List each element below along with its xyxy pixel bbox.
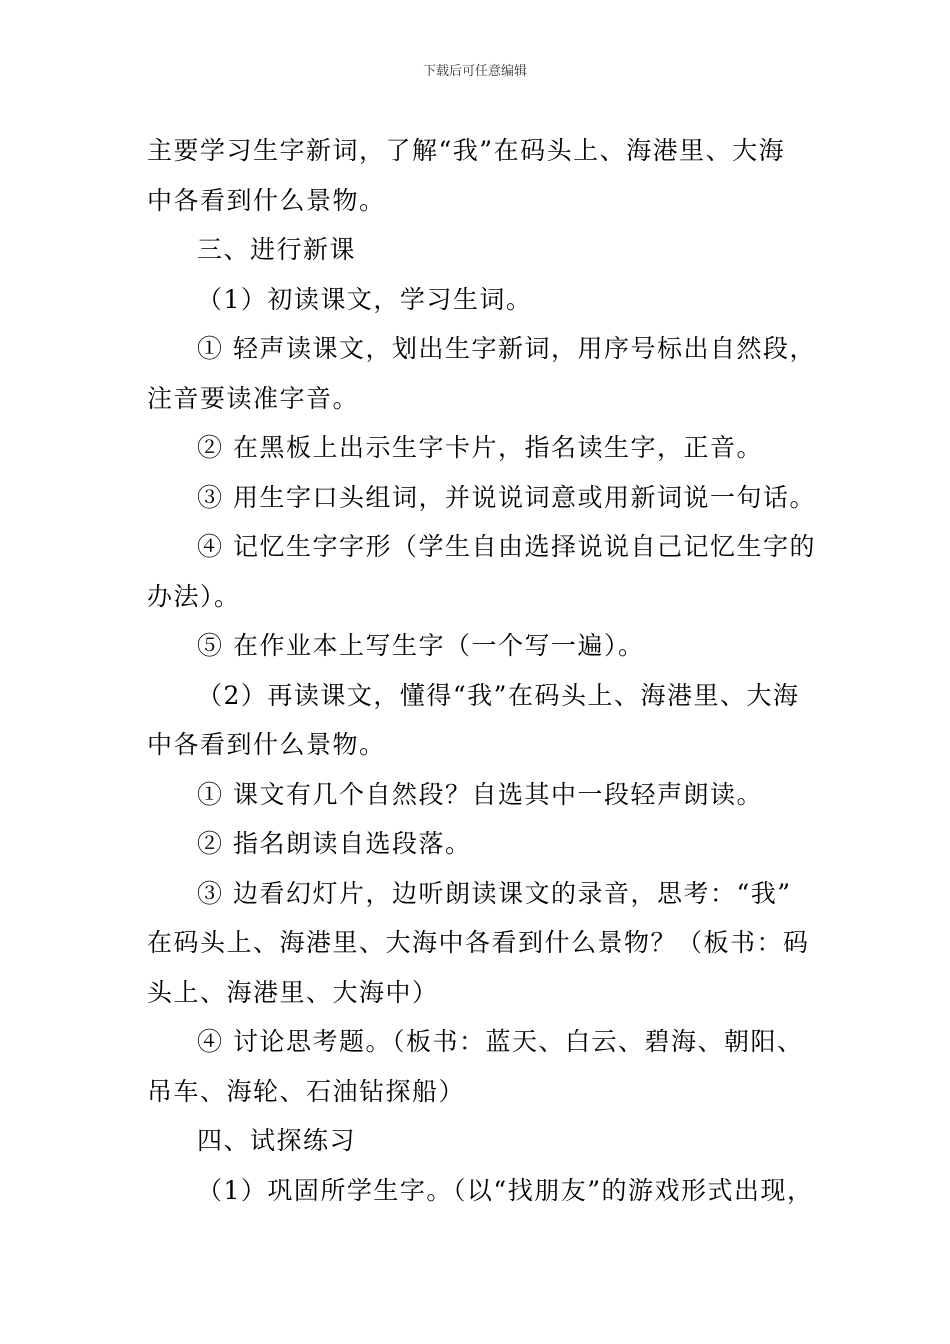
paragraph-line: （2）再读课文，懂得“我”在码头上、海港里、大海 xyxy=(197,680,800,710)
paragraph xyxy=(147,770,817,820)
paragraph-line: ② 指名朗读自选段落。 xyxy=(197,829,472,858)
paragraph-line: ④ 记忆生字字形（学生自由选择说说自己记忆生字的 xyxy=(197,532,816,561)
paragraph-line: 注音要读准字音。 xyxy=(147,383,360,413)
paragraph xyxy=(147,423,817,473)
paragraph xyxy=(147,473,817,523)
paragraph xyxy=(147,275,817,325)
document-body xyxy=(147,126,817,1215)
paragraph xyxy=(147,324,817,423)
paragraph-line: （1）初读课文，学习生词。 xyxy=(197,284,533,314)
paragraph-line: ⑤ 在作业本上写生字（一个写一遍）。 xyxy=(197,631,645,660)
paragraph xyxy=(147,1166,817,1216)
paragraph-line: ① 课文有几个自然段？自选其中一段轻声朗读。 xyxy=(197,779,763,809)
paragraph-line: 四、试探练习 xyxy=(197,1126,357,1155)
paragraph xyxy=(147,225,817,275)
paragraph-line: ④ 讨论思考题。（板书：蓝天、白云、碧海、朝阳、 xyxy=(197,1027,804,1056)
paragraph-line: （1）巩固所学生字。（以“找朋友”的游戏形式出现， xyxy=(197,1175,814,1205)
paragraph-line: 吊车、海轮、石油钻探船） xyxy=(147,1076,466,1106)
paragraph-line: 三、进行新课 xyxy=(197,235,357,264)
paragraph-line: 办法）。 xyxy=(147,581,241,611)
paragraph xyxy=(147,621,817,671)
paragraph xyxy=(147,819,817,869)
paragraph xyxy=(147,1017,817,1116)
paragraph-line: 中各看到什么景物。 xyxy=(147,185,386,215)
paragraph xyxy=(147,126,817,225)
paragraph-line: ② 在黑板上出示生字卡片，指名读生字，正音。 xyxy=(197,433,763,462)
paragraph xyxy=(147,671,817,770)
paragraph xyxy=(147,869,817,1018)
paragraph-line: 主要学习生字新词，了解“我”在码头上、海港里、大海 xyxy=(147,136,786,165)
page-header: 下载后可任意编辑 xyxy=(422,64,527,79)
paragraph-line: 头上、海港里、大海中） xyxy=(147,977,439,1007)
paragraph-line: ① 轻声读课文，划出生字新词，用序号标出自然段， xyxy=(197,334,816,363)
paragraph xyxy=(147,1116,817,1166)
paragraph-line: 在码头上、海港里、大海中各看到什么景物？（板书：码 xyxy=(147,928,810,957)
paragraph-line: ③ 用生字口头组词，并说说词意或用新词说一句话。 xyxy=(197,482,816,512)
paragraph-line: 中各看到什么景物。 xyxy=(147,730,386,759)
paragraph xyxy=(147,522,817,621)
paragraph-line: ③ 边看幻灯片，边听朗读课文的录音，思考：“我” xyxy=(197,878,792,908)
